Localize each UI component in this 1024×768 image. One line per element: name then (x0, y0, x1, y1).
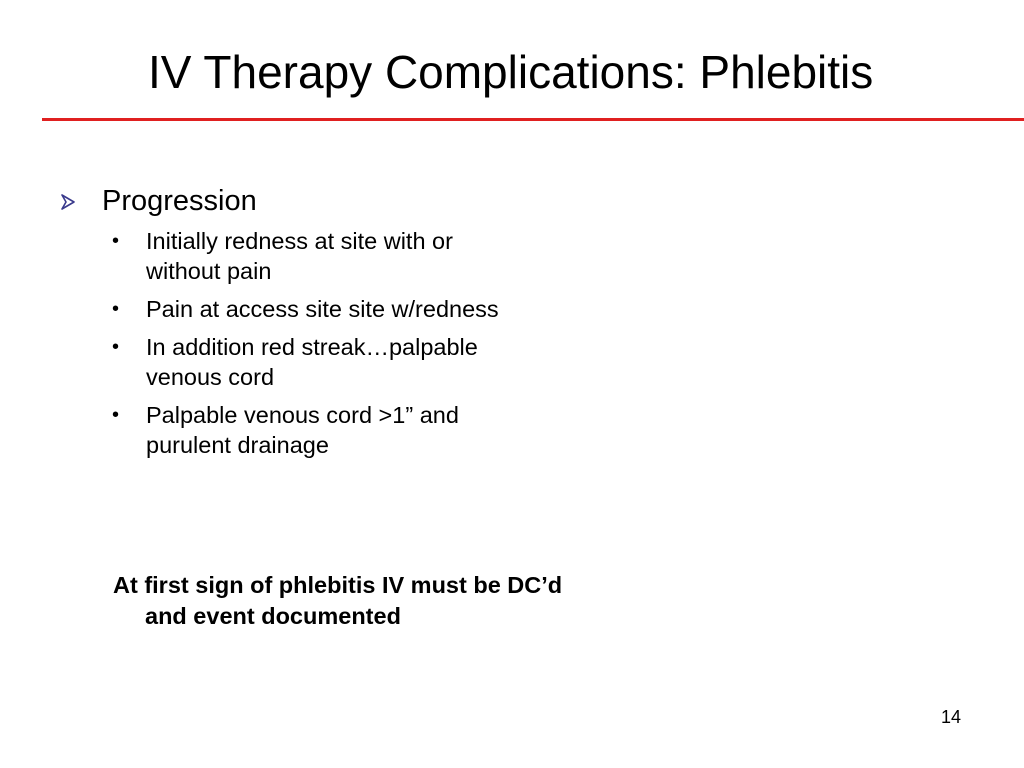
slide-title: IV Therapy Complications: Phlebitis (148, 46, 874, 98)
slide-body (60, 182, 520, 468)
page-number: 14 (940, 707, 961, 727)
sub-bullet-item (60, 226, 520, 286)
title-underline-rule (42, 118, 1024, 121)
level1-bullet-text: Progression (102, 185, 257, 217)
arrowhead-bullet-icon (60, 194, 76, 210)
phlebitis-action-note: At first sign of phlebitis IV must be DC’d and event documented (113, 572, 563, 629)
sub-bullet-dot: • (112, 404, 120, 426)
sub-bullet-text: In addition red streak…palpable venous cord (146, 334, 478, 390)
sub-bullet-item (60, 332, 520, 392)
sub-bullet-dot: • (112, 230, 120, 252)
sub-bullet-dot: • (112, 336, 120, 358)
sub-bullet-item (60, 294, 520, 324)
sub-bullet-text: Palpable venous cord >1” and purulent drainage (146, 402, 459, 458)
sub-bullet-text: Initially redness at site with or without pain (146, 228, 453, 284)
sub-bullet-text: Pain at access site site w/redness (146, 296, 499, 322)
sub-bullet-list (60, 226, 520, 460)
level1-bullet-item (60, 182, 520, 220)
sub-bullet-item (60, 400, 520, 460)
sub-bullet-dot: • (112, 298, 120, 320)
